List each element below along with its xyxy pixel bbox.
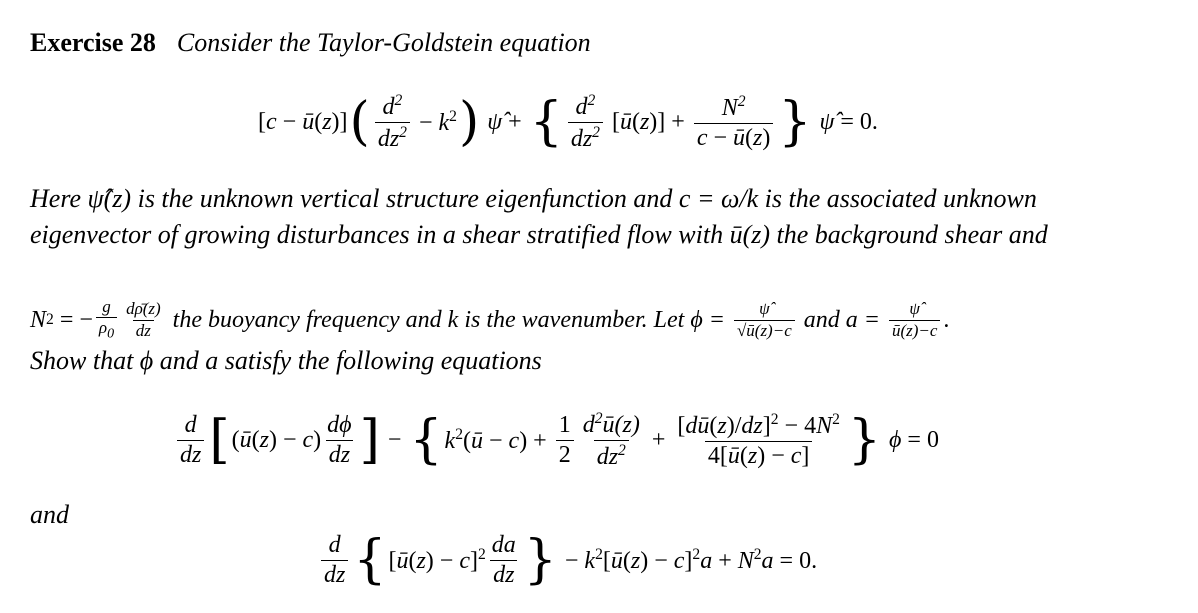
paragraph-line-2: eigenvector of growing disturbances in a shear stratified flow with ū(z) the background shear and	[30, 220, 1048, 249]
exercise-intro: Consider the Taylor-Goldstein equation	[176, 28, 591, 57]
paragraph-line-3: N 2 = − $\frac{g}{\rho_0}$ $\frac{d\rhō(z)}{dz}$ the buoyancy frequency and k is the wavenumber. Let ϕ = $\frac{\psî}{√ū(z)-c}$ and a = $\frac{\psî}{ū(z)-c}$ .	[30, 296, 950, 342]
equation-a: $\frac{d}{dz}$ { [ū(z) − c]$^2$ $\frac{da}{dz}$ } − $k^2[ū(z) - c]^2a + N^2a = 0$.	[318, 520, 817, 600]
equation-phi: $\frac{d}{dz}$ [ (ū(z) − c) $\frac{d\phi}{dz}$ ] − { $k^2(ū - c)$ + $\frac{1}{2}$ $\frac{d^2ū(z)}{dz^2}$ + $\frac{[dū(z)/dz]^2 - 4N^2}{4[ū(z) - c]}$ } ϕ = 0	[174, 400, 939, 480]
connector-and: and	[30, 500, 69, 529]
taylor-goldstein-equation: [c − ū(z)] ( $\frac{d^2}{dz^2}$ − $k^2$ ) ψ̂ + { $\frac{d^2}{dz^2}$ [ū(z)] + $\frac{N^2}{c - ū(z)}$ } ψ̂ = 0.	[258, 92, 878, 152]
exercise-label: Exercise 28	[30, 28, 156, 57]
paragraph-line-4: Show that ϕ and a satisfy the following equations	[30, 346, 542, 375]
taylor-goldstein-equation-text	[0, 0, 1, 1]
paragraph-line-3-text: the buoyancy frequency and k is the wavenumber. Let	[172, 306, 685, 333]
paragraph-line-1: Here ψ̂(z) is the unknown vertical structure eigenfunction and c = ω/k is the associated unknown	[30, 184, 1037, 213]
exercise-header	[30, 28, 591, 58]
paragraph-line-3-and: and	[803, 306, 840, 333]
